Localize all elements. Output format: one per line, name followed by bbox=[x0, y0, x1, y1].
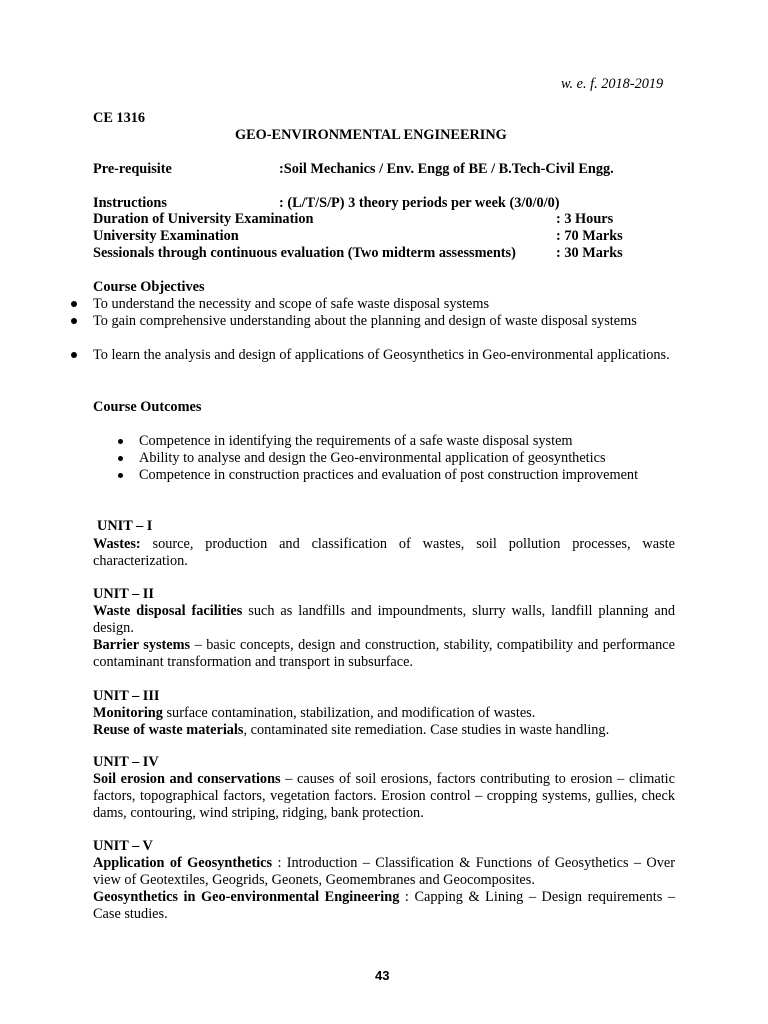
unit-2-title: UNIT – II bbox=[93, 586, 154, 602]
unit-2-body-2: Barrier systems – basic concepts, design and construction, stability, compatibility and performance contaminant transformation and transport in subsurface. bbox=[93, 637, 675, 670]
course-code: CE 1316 bbox=[93, 110, 146, 126]
bullet-icon bbox=[71, 352, 77, 358]
bullet-icon bbox=[118, 473, 123, 478]
unit-5-body-1: Application of Geosynthetics : Introduction – Classification & Functions of Geosythetics – Over view of Geotextiles, Geogrids, Geonets, Geomembranes and Geocomposites. bbox=[93, 855, 675, 888]
unit-3-title: UNIT – III bbox=[93, 688, 160, 704]
course-title: GEO-ENVIRONMENTAL ENGINEERING bbox=[235, 127, 507, 143]
outcome-item: Competence in identifying the requirements of a safe waste disposal system bbox=[139, 433, 573, 449]
bullet-icon bbox=[118, 456, 123, 461]
instructions-value: : (L/T/S/P) 3 theory periods per week (3/0/0/0) bbox=[279, 195, 560, 211]
exam-value: : 70 Marks bbox=[556, 228, 623, 244]
unit-5-body-2: Geosynthetics in Geo-environmental Engineering : Capping & Lining – Design requirements – Case studies. bbox=[93, 889, 675, 922]
unit-2-body-1: Waste disposal facilities such as landfills and impoundments, slurry walls, landfill planning and design. bbox=[93, 603, 676, 636]
bullet-icon bbox=[71, 301, 77, 307]
bullet-icon bbox=[118, 439, 123, 444]
outcomes-heading: Course Outcomes bbox=[93, 399, 202, 415]
unit-3-body-1: Monitoring surface contamination, stabilization, and modification of wastes. bbox=[93, 705, 536, 721]
unit-4-title: UNIT – IV bbox=[93, 754, 159, 770]
outcome-item: Competence in construction practices and evaluation of post construction improvement bbox=[139, 467, 639, 483]
duration-label: Duration of University Examination bbox=[93, 211, 314, 227]
objective-item: To gain comprehensive understanding about the planning and design of waste disposal systems bbox=[93, 313, 637, 329]
unit-5-title: UNIT – V bbox=[93, 838, 153, 854]
unit-4-body: Soil erosion and conservations – causes of soil erosions, factors contributing to erosion – climatic factors, topographical factors, vegetation factors. Erosion control – cropping systems, gullies, check dams, contouring, wind striping, ridging, bank protection. bbox=[93, 771, 675, 821]
objectives-heading: Course Objectives bbox=[93, 279, 205, 295]
instructions-label: Instructions bbox=[93, 195, 167, 211]
duration-value: : 3 Hours bbox=[556, 211, 614, 227]
exam-label: University Examination bbox=[93, 228, 239, 244]
prereq-value: :Soil Mechanics / Env. Engg of BE / B.Tech-Civil Engg. bbox=[279, 161, 614, 177]
objective-item: To understand the necessity and scope of safe waste disposal systems bbox=[93, 296, 490, 312]
bullet-icon bbox=[71, 318, 77, 324]
unit-3-body-2: Reuse of waste materials, contaminated site remediation. Case studies in waste handling. bbox=[93, 722, 610, 738]
objective-item: To learn the analysis and design of applications of Geosynthetics in Geo-environmental applications. bbox=[93, 347, 670, 363]
outcome-item: Ability to analyse and design the Geo-environmental application of geosynthetics bbox=[139, 450, 606, 466]
sessionals-value: : 30 Marks bbox=[556, 245, 623, 261]
page-number: 43 bbox=[375, 968, 390, 983]
wef-label: w. e. f. 2018-2019 bbox=[561, 76, 664, 92]
prereq-label: Pre-requisite bbox=[93, 161, 172, 177]
unit-1-title: UNIT – I bbox=[97, 518, 153, 534]
unit-1-body: Wastes: source, production and classification of wastes, soil pollution processes, waste characterization. bbox=[93, 536, 675, 569]
sessionals-label: Sessionals through continuous evaluation (Two midterm assessments) bbox=[93, 245, 516, 261]
